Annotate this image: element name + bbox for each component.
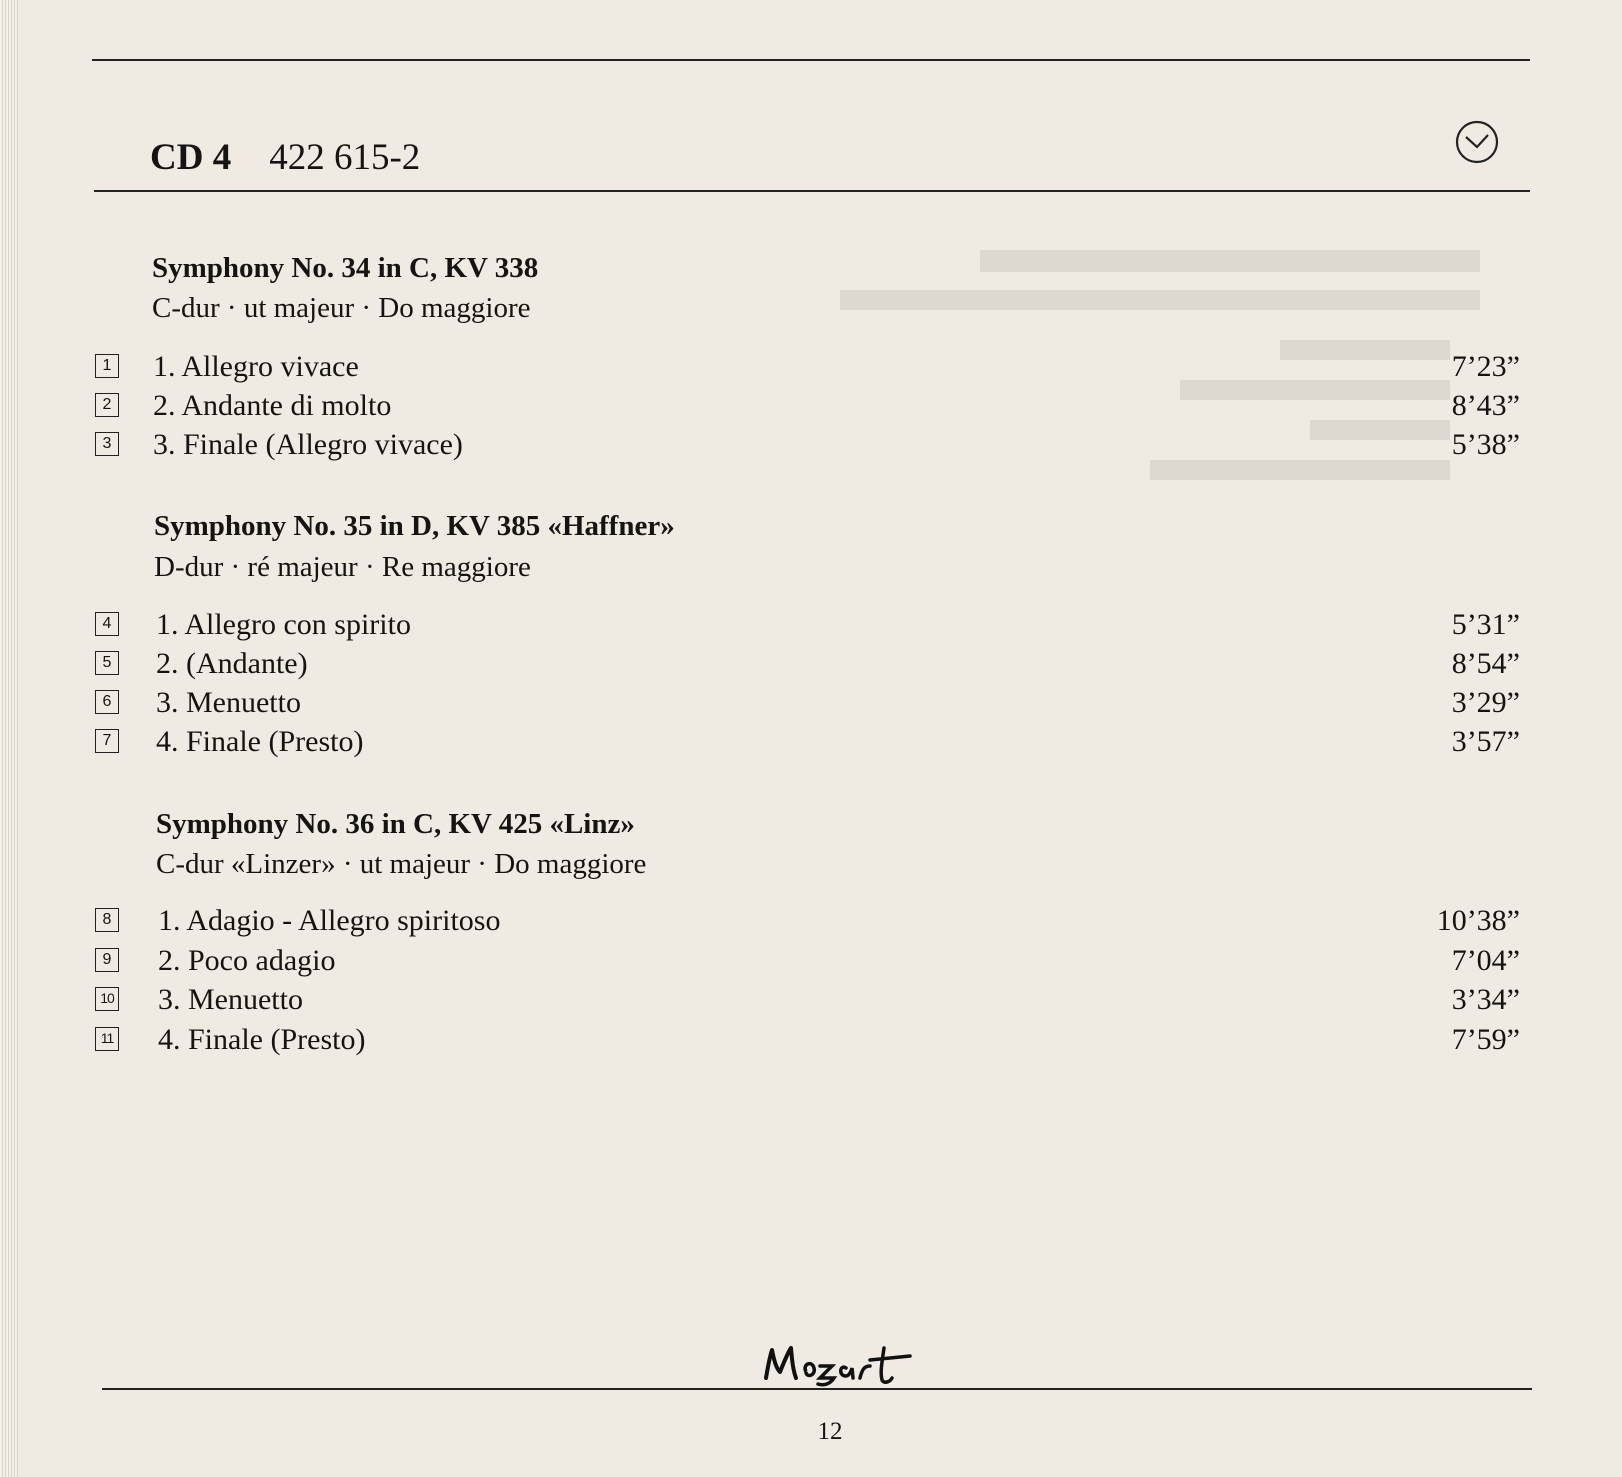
track-row[interactable] xyxy=(90,428,1520,464)
track-duration: 8’43” xyxy=(1451,389,1520,422)
track-row[interactable] xyxy=(90,608,1520,644)
track-row[interactable] xyxy=(90,1023,1520,1059)
cd-label: CD 4 xyxy=(150,137,232,178)
clock-icon xyxy=(1455,120,1499,164)
track-name: 3. Menuetto xyxy=(156,686,301,719)
work-keys: C-dur · ut majeur · Do maggiore xyxy=(152,292,531,324)
track-name: 4. Finale (Presto) xyxy=(156,725,364,758)
track-name: 3. Menuetto xyxy=(158,983,303,1016)
track-duration: 7’04” xyxy=(1451,944,1520,977)
track-name: 3. Finale (Allegro vivace) xyxy=(153,428,463,461)
track-number-box: 9 xyxy=(95,948,119,972)
track-duration: 5’38” xyxy=(1451,428,1520,461)
track-name: 2. (Andante) xyxy=(156,647,308,680)
track-row[interactable] xyxy=(90,725,1520,761)
top-rule xyxy=(92,59,1530,61)
work-keys: D-dur · ré majeur · Re maggiore xyxy=(154,551,531,583)
work-keys: C-dur «Linzer» · ut majeur · Do maggiore xyxy=(156,848,647,880)
track-number-box: 3 xyxy=(95,432,119,456)
work-title: Symphony No. 34 in C, KV 338 xyxy=(152,252,539,284)
track-duration: 5’31” xyxy=(1451,608,1520,641)
track-duration: 8’54” xyxy=(1451,647,1520,680)
header-rule xyxy=(94,190,1530,192)
track-row[interactable] xyxy=(90,389,1520,425)
track-duration: 3’29” xyxy=(1451,686,1520,719)
track-number-box: 1 xyxy=(95,354,119,378)
track-name: 2. Poco adagio xyxy=(158,944,336,977)
cd-heading xyxy=(150,136,420,179)
track-number-box: 7 xyxy=(95,729,119,753)
mozart-signature-logo xyxy=(758,1338,928,1388)
track-row[interactable] xyxy=(90,983,1520,1019)
track-duration: 3’34” xyxy=(1451,983,1520,1016)
track-row[interactable] xyxy=(90,350,1520,386)
booklet-page-edges xyxy=(0,0,18,1477)
track-row[interactable] xyxy=(90,686,1520,722)
track-name: 1. Adagio - Allegro spiritoso xyxy=(158,904,501,937)
track-name: 2. Andante di molto xyxy=(153,389,392,422)
track-name: 1. Allegro con spirito xyxy=(156,608,411,641)
track-number-box: 4 xyxy=(95,612,119,636)
track-row[interactable] xyxy=(90,944,1520,980)
catalog-number: 422 615-2 xyxy=(269,137,421,178)
track-number-box: 8 xyxy=(95,908,119,932)
track-number-box: 6 xyxy=(95,690,119,714)
track-number-box: 5 xyxy=(95,651,119,675)
track-duration: 3’57” xyxy=(1451,725,1520,758)
track-row[interactable] xyxy=(90,647,1520,683)
work-title: Symphony No. 35 in D, KV 385 «Haffner» xyxy=(154,510,675,542)
track-name: 1. Allegro vivace xyxy=(153,350,359,383)
track-duration: 10’38” xyxy=(1436,904,1520,937)
track-duration: 7’59” xyxy=(1451,1023,1520,1056)
track-duration: 7’23” xyxy=(1451,350,1520,383)
track-number-box: 11 xyxy=(95,1027,119,1051)
track-number-box: 10 xyxy=(95,987,119,1011)
track-name: 4. Finale (Presto) xyxy=(158,1023,366,1056)
footer-rule xyxy=(102,1388,1532,1390)
work-title: Symphony No. 36 in C, KV 425 «Linz» xyxy=(156,808,635,840)
page-number: 12 xyxy=(817,1418,843,1445)
track-number-box: 2 xyxy=(95,393,119,417)
track-row[interactable] xyxy=(90,904,1520,940)
